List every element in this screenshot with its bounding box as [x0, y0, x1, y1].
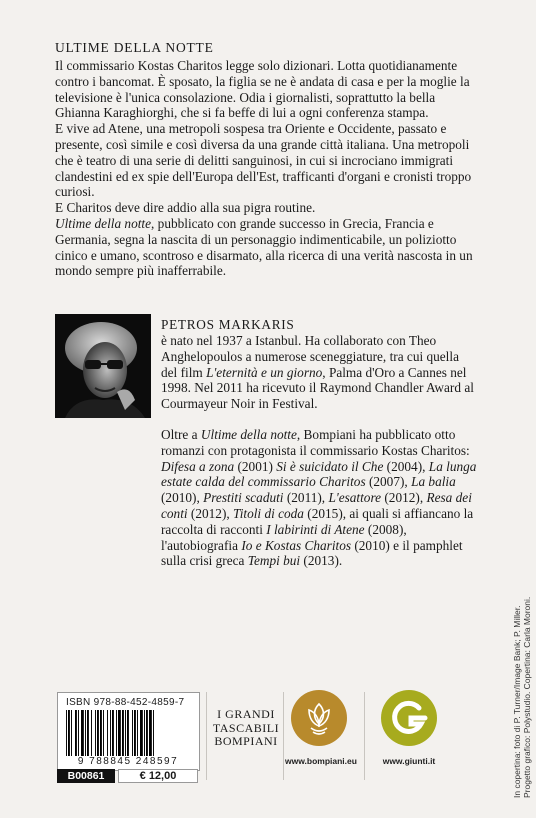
- work-title: Prestiti scaduti: [203, 490, 284, 506]
- book-title: ULTIME DELLA NOTTE: [55, 40, 214, 55]
- work-year: (2008), l'autobiografia: [161, 521, 407, 553]
- author-photo: [55, 314, 151, 418]
- barcode-bar: [134, 710, 136, 756]
- divider: [364, 692, 365, 780]
- barcode-bar: [127, 710, 129, 756]
- giunti-spiral-icon: [381, 690, 437, 746]
- barcode-bar: [118, 710, 121, 756]
- work-year: (2007),: [365, 474, 412, 490]
- barcode-bar: [95, 710, 96, 756]
- barcode-bar: [100, 710, 102, 756]
- barcode-bar: [81, 710, 84, 756]
- work-year: (2001): [234, 458, 277, 474]
- work-title: La balia: [411, 474, 456, 490]
- barcode-bar: [112, 710, 114, 756]
- work-title: La lunga estate calda del commissario Charitos: [161, 458, 477, 490]
- blurb-text: E Charitos deve dire addio alla sua pigra routine.: [55, 200, 316, 216]
- bio-span: è nato nel 1937 a Istanbul. Ha collaborato con Theo Anghelopoulos a numerose sceneggiature, tra cui quella del film: [161, 333, 459, 380]
- work-year: (2012),: [381, 490, 427, 506]
- work-year: (2012),: [187, 505, 234, 521]
- barcode-bar: [110, 710, 111, 756]
- blurb-text: E vive ad Atene, una metropoli sospesa tra Oriente e Occidente, passato e presente, così simile e così diversa da una grande città italiana. Una metropoli che è teatro di una serie di delitti sanguinosi, in cui si incrociano immigrati clandestini ed ex spie dell'Europa dell'Est, trafficanti d'organi e cronisti troppo curiosi.: [55, 121, 472, 200]
- film-title: L'eternità e un giorno: [206, 364, 323, 380]
- work-title: Difesa a zona: [161, 458, 235, 474]
- work-title: Io e Kostas Charitos: [241, 537, 352, 553]
- product-code: B00861: [57, 769, 115, 783]
- barcode-bar: [137, 710, 138, 756]
- blurb-paragraph: [55, 216, 475, 279]
- barcode-bar: [71, 710, 72, 756]
- work-title: L'esattore: [328, 490, 382, 506]
- barcode-bar: [91, 710, 92, 756]
- work-title: Si è suicidato il Che: [276, 458, 384, 474]
- barcode-bar: [140, 710, 143, 756]
- works-text: [55, 427, 480, 569]
- blurb-text: Il commissario Kostas Charitos legge solo dizionari. Lotta quotidianamente contro i bancomat. È sposato, la figlia se ne è andata di casa e per la moglie la televisione è l'unica consolazione. Odia i giornalisti, soprattutto la bella Ghianna Karaghiorghi, che si fa beffe di lui a ogni conferenza stampa.: [55, 58, 470, 121]
- bio-text: [161, 333, 477, 412]
- blurb: [55, 58, 475, 279]
- barcode-bar: [122, 710, 124, 756]
- author-works: [55, 427, 480, 569]
- barcode-bar: [68, 710, 70, 756]
- barcode-bar: [66, 710, 67, 756]
- barcode-bar: [78, 710, 79, 756]
- blurb-paragraph: [55, 121, 475, 200]
- bompiani-logo: [285, 690, 357, 766]
- barcode-bar: [125, 710, 126, 756]
- blurb-book-title: Ultime della notte: [55, 215, 152, 231]
- author-bio: [161, 333, 477, 412]
- blurb-paragraph: [55, 200, 475, 216]
- series-logo: [212, 708, 280, 749]
- barcode-bar: [97, 710, 99, 756]
- work-title: Ultime della notte: [200, 427, 297, 442]
- work-year: (2010) e il pamphlet sulla crisi greca: [161, 537, 463, 569]
- work-year: (2013).: [300, 553, 343, 569]
- bio-span: , Bompiani ha pubblicato otto romanzi con protagonista il commissario Kostas Charitos:: [161, 427, 470, 458]
- work-year: (2010),: [161, 490, 204, 506]
- bompiani-url: www.bompiani.eu: [285, 756, 357, 766]
- barcode-bar: [132, 710, 133, 756]
- blurb-paragraph: [55, 58, 475, 121]
- work-title: Titoli di coda: [233, 505, 304, 521]
- barcode-panel: [57, 692, 200, 771]
- barcode-icon: [66, 710, 192, 756]
- work-title: Tempi bui: [247, 553, 301, 569]
- work-year: (2015), ai quali si affiancano la raccolta di racconti: [161, 505, 474, 537]
- barcode-bar: [146, 710, 148, 756]
- barcode-digits: 9 788845 248597: [77, 756, 179, 767]
- work-year: (2011),: [283, 490, 329, 506]
- credits-line: Progetto grafico: Polystudio. Copertina: Carla Moroni.: [522, 596, 532, 798]
- work-year: (2004),: [383, 458, 429, 474]
- work-title: Resa dei conti: [161, 490, 472, 521]
- barcode-bar: [149, 710, 152, 756]
- barcode-bar: [103, 710, 104, 756]
- giunti-logo: [375, 690, 443, 766]
- credits-line: In copertina: foto di P. Turner/Image Bank; P. Miller.: [512, 605, 522, 798]
- giunti-url: www.giunti.it: [382, 756, 436, 766]
- bio-span: Oltre a: [161, 427, 198, 442]
- barcode-bar: [144, 710, 145, 756]
- barcode-bar: [107, 710, 108, 756]
- price-label: € 12,00: [118, 769, 198, 783]
- author-name: PETROS MARKARIS: [161, 317, 295, 332]
- barcode-bar: [75, 710, 77, 756]
- author-portrait-image: [55, 314, 151, 418]
- barcode-bar: [85, 710, 86, 756]
- bompiani-flower-icon: [291, 690, 347, 746]
- divider: [206, 692, 207, 780]
- series-line: I GRANDI: [217, 707, 275, 721]
- blurb-text: , pubblicato con grande successo in Grecia, Francia e Germania, segna la nascita di un personaggio indimenticabile, un poliziotto cinico e umano, scontroso e disarmato, alla ricerca di una verità nascosta in un mondo sempre più inafferrabile.: [55, 215, 473, 279]
- divider: [283, 692, 284, 780]
- barcode-bar: [153, 710, 154, 756]
- barcode-bar: [87, 710, 89, 756]
- bio-span: , Palma d'Oro a Cannes nel 1998. Nel 2011 ha ricevuto il Raymond Chandler Award al Courmayeur Noir in Festival.: [161, 364, 474, 412]
- isbn-label: ISBN 978-88-452-4859-7: [66, 697, 185, 708]
- series-line: TASCABILI: [212, 720, 280, 735]
- series-line: BOMPIANI: [214, 734, 278, 748]
- cover-credits: [512, 588, 532, 798]
- barcode-bar: [116, 710, 117, 756]
- work-title: I labirinti di Atene: [266, 521, 365, 537]
